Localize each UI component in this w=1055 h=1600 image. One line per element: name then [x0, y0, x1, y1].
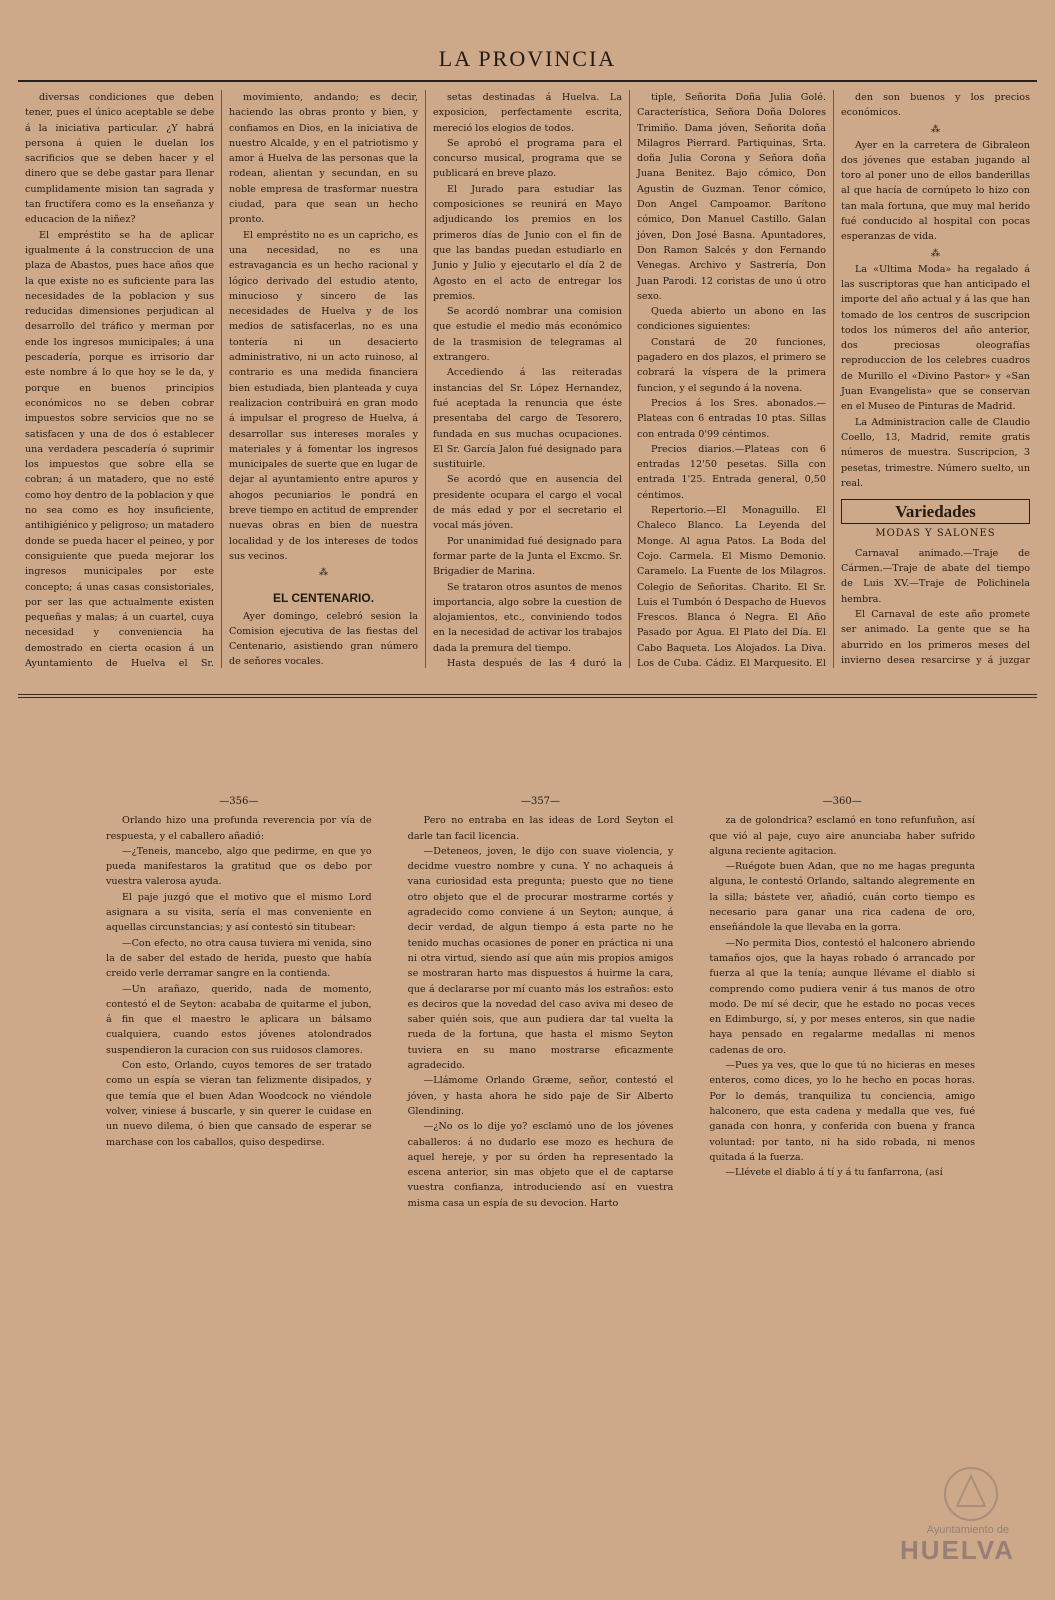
paragraph: El empréstito se ha de aplicar igualmente á la construccion de una plaza de Abastos, pues hace años que la que existe no es suficiente para las necesidades de la poblacion y sus reducidas dimensiones perjudican al desarrollo del tráfico y merman por ende los ingresos municipales; á una pescadería, porque es irrisorio dar este nombre á lo que hoy se le da, y porque en buenos principios económicos no se deben cobrar impuestos sobre servicios que no se satisfacen y una de dos ó establecer una verdadera pescadería ó suprimir los impuestos que sobre ella se cobran; á un matadero, que no esté como hoy dentro de la poblacion y que no sea como es hoy insuficiente, antihigiénico y peligroso; un matadero donde se pueda hacer el peineo, y por consiguiente que pueda mejorar los ingresos municipales por este concepto; á unas casas consistoriales, por ser las que actualmente existen pequeñas y malas; á un cuartel, cuya necesidad y conveniencia ha demostrado en cierta ocasion á un Ayuntamiento de Huelva el Sr.: [25, 229, 214, 668]
boxed-section-title: Variedades: [841, 499, 1030, 524]
upper-columns: [18, 90, 1037, 668]
paragraph: Orlando hizo una profunda reverencia por vía de respuesta, y el caballero añadió:: [106, 815, 372, 842]
paragraph: Accediendo á las reiteradas instancias del Sr. López Hernandez, fué aceptada la renuncia que éste presentaba del cargo de Tesorero, fundada en sus muchas ocupaciones. El Sr. García Jalon fué designado para sustituirle.: [433, 367, 622, 471]
section-divider: [18, 694, 1037, 695]
paragraph: Repertorio.—El Monaguillo. El Chaleco Blanco. La Leyenda del Monge. Al agua Patos. La Boda del Cojo. Carmela. El Mismo Demonio. Caramelo. La Fuente de los Milagros. Colegio de Señoritas. Charito. El Sr. Luis el Tumbón ó Despacho de Huevos Frescos. Blanca ó Negra. El Año Pasado por Agua. El Plato del Día. El Cabo Baqueta. Los Alojados. La Diva. Los de Cuba. Cádiz. El Marquesito. El: [637, 505, 826, 668]
paragraph: El paje juzgó que el motivo que el mismo Lord asignara a su visita, sería el mas conveniente en aquellas circunstancias; y así contestó sin titubear:: [106, 891, 372, 934]
paragraph: El Carnaval de este año promete ser animado. La gente que se ha aburrido en los primeros meses del invierno desea resarcirse y á juzgar: [841, 608, 1030, 666]
paragraph: —Llévete el diablo á tí y á tu fanfarrona, (así: [725, 1167, 943, 1179]
paragraph: —No permita Dios, contestó el halconero abriendo tamaños ojos, que la hayas robado ó arrancado por fuerza al que la tenía; aunque llévame el diablo si comprendo como pudiera venir á tus manos de otro modo. De mí sé decir, que he estado no pocas veces en Edimburgo, sí, y por meses enteros, sin que nadie haya pensado en regalarme medallas ni menos cadenas de oro.: [709, 937, 976, 1056]
paragraph: Se acordó que en ausencia del presidente ocupara el cargo el vocal de más edad y por el secretario el vocal más jóven.: [433, 474, 622, 532]
novel-page-357: [390, 794, 692, 1564]
column-2: [222, 90, 426, 668]
paragraph: movimiento, andando; es decir, haciendo las obras pronto y bien, y confiamos en Dios, en la iniciativa de nuestro Alcalde, y en el patriotismo y amor á Huelva de las personas que la rodean, alientan y secundan, en su noble empresa de trasformar nuestra ciudad, para que sean un hecho pronto.: [229, 92, 418, 226]
paragraph: Ayer en la carretera de Gibraleon dos jóvenes que estaban jugando al toro al poner uno de ellos banderillas al que hacía de cornúpeto lo hizo con tan mala fortuna, que muy mal herido fué conducido al hospital con pocas esperanzas de vida.: [841, 139, 1030, 243]
paragraph: Se trataron otros asuntos de menos importancia, algo sobre la cuestion de alojamientos, etc., conviniendo todos en la necesidad de activar los trabajos dada la premura del tiempo.: [433, 581, 622, 654]
paragraph: diversas condiciones que deben tener, pues el único aceptable se debe á la iniciativa particular. ¿Y habrá persona á quien le duelan los sacrificios que se deben hacer y el dinero que se debe gastar para llenar cumplidamente mision tan sagrada y tan fructífera como es la enseñanza y educacion de la niñez?: [25, 92, 214, 226]
column-4: [630, 90, 834, 668]
paragraph: Se acordó nombrar una comision que estudie el medio más económico de la trasmision de telegramas al extrangero.: [433, 306, 622, 364]
serial-novel-pages: [18, 794, 1037, 1564]
section-subtitle: MODAS Y SALONES: [875, 528, 996, 540]
paragraph: Carnaval animado.—Traje de Cármen.—Traje de abate del tiempo de Luis XV.—Traje de Polichinela hembra.: [841, 547, 1030, 605]
paragraph: El Jurado para estudiar las composiciones se reunirá en Mayo adjudicando los premios en los primeros días de Junio con el fin de que las bandas puedan estudiarlo en Junio y Julio y ejecutarlo el día 2 de Agosto en el acto de entregar los premios.: [433, 183, 622, 302]
section-title: EL CENTENARIO.: [272, 591, 375, 606]
section-divider-secondary: [18, 697, 1037, 698]
paragraph: Con esto, Orlando, cuyos temores de ser tratado como un espía se vieran tan felizmente disipados, y que temía que el buen Adan Woodcock no viéndole volver, viniese á buscarle, y sin querer le cuidase en un nuevo dilema, ó bien que cansado de esperar se marchase con los caballos, quiso despedirse.: [106, 1060, 372, 1148]
paragraph: za de golondrica? esclamó en tono refunfuñon, así que vió al paje, cuyo aire anunciaba haber sufrido alguna reciente agitacion.: [709, 815, 976, 857]
masthead-title: LA PROVINCIA: [438, 46, 617, 71]
novel-page-356: [88, 794, 390, 1564]
paragraph: Precios á los Sres. abonados.—Plateas con 6 entradas 10 ptas. Sillas con entrada 0'99 céntimos.: [637, 397, 826, 440]
paragraph: den son buenos y los precios económicos.: [841, 92, 1030, 119]
novel-page-360: [691, 794, 993, 1564]
paragraph: El empréstito no es un capricho, es una necesidad, no es una estravagancia es un hecho racional y lógico derivado del estudio atento, minucioso y sincero de las necesidades de Huelva y de los medios de satisfacerlas, no es una tontería ni un desacierto administrativo, ni un acto ruinoso, al contrario es una medida financiera bien estudiada, bien planteada y cuya realizacion contribuirá en gran modo á impulsar el progreso de Huelva, á desarrollar sus intereses morales y materiales y á fomentar los ingresos municipales de suerte que en lugar de dejar al ayuntamiento entre apuros y ahogos pecuniarios le pondrá en breve tiempo en actitud de emprender nuevas obras en bien de nuestra localidad y de los intereses de todos sus vecinos.: [229, 229, 418, 562]
paragraph: —Llámome Orlando Græme, señor, contestó el jóven, y hasta ahora he sido paje de Sir Alberto Glendining.: [407, 1075, 674, 1117]
masthead-rule: [18, 80, 1037, 82]
watermark-line2: HUELVA: [899, 1535, 1015, 1565]
paragraph: Por unanimidad fué designado para formar parte de la Junta el Excmo. Sr. Brigadier de Marina.: [433, 535, 622, 578]
paragraph: Queda abierto un abono en las condiciones siguientes:: [637, 306, 826, 333]
paragraph: Precios diarios.—Plateas con 6 entradas 12'50 pesetas. Silla con entrada 1'25. Entrada general, 0,50 céntimos.: [637, 443, 826, 501]
paragraph: La Administracion calle de Claudio Coello, 13, Madrid, remite gratis números de muestra. Suscripcion, 3 pesetas, trimestre. Número suelto, un real.: [841, 416, 1030, 489]
paragraph: Hasta después de las 4 duró la: [447, 657, 622, 668]
paragraph: —¿Teneis, mancebo, algo que pedirme, en que yo pueda manifestaros la gratitud que os debo por vuestra valerosa ayuda.: [106, 845, 372, 888]
paragraph: Se aprobó el programa para el concurso musical, programa que se publicará en breve plazo.: [433, 137, 622, 180]
column-3: [426, 90, 630, 668]
separator-asterisks: ⁂: [931, 248, 940, 259]
paragraph: Constará de 20 funciones, pagadero en dos plazos, el primero se cobrará la víspera de la primera funcion, y el segundo á la novena.: [637, 336, 826, 394]
paragraph: setas destinadas á Huelva. La exposicion, perfectamente escrita, mereció los elogios de todos.: [433, 92, 622, 134]
paragraph: —Pues ya ves, que lo que tú no hicieras en meses enteros, como dices, yo lo he hecho en pocas horas. Por lo demás, tranquiliza tu conciencia, amigo halconero, que esta cadena y medalla que ves, fué ganada con honra, y conferida con buena y franca voluntad: por tanto, ni ha sido robada, ni menos quitada á la fuerza.: [709, 1060, 976, 1163]
page-number: —357—: [520, 796, 561, 807]
page-number: —356—: [219, 796, 259, 807]
separator-asterisks: ⁂: [319, 568, 328, 579]
paragraph: La «Ultima Moda» ha regalado á las suscriptoras que han anticipado el importe del año actual y á las que han tomado de los centros de suscripcion todos los números del año anterior, dos preciosas oleografías reproduccion de los celebres cuadros de Murillo el «Divino Pastor» y «San Juan Evangelista» que se conservan en el Museo de Pinturas de Madrid.: [841, 263, 1030, 413]
paragraph: —Con efecto, no otra causa tuviera mi venida, sino la de saber del estado de herida, puesto que había creido verle derramar sangre en la contienda.: [106, 937, 372, 980]
paragraph: —Ruégote buen Adan, que no me hagas pregunta alguna, le contestó Orlando, saltando alegremente en la silla; bástete ver, añadió, cuán corto tiempo es necesario para ganar una rica cadena de oro, enseñándole la que llevaba en la gorra.: [709, 861, 976, 934]
paragraph: —Deteneos, joven, le dijo con suave violencia, y decidme vuestro nombre y cuna. Y no achaqueis á vana curiosidad esta pregunta; puesto que no tiene otro objeto que el de procurar mostrarme cortés y agradecido como conviene á un Seyton; aunque, á decir verdad, de algun tiempo á esta parte no he tenido muchas ocasiones de poner en práctica ni una ni otra virtud, siendo así que aún mis propios amigos se mostraran harto mas dispuestos á huirme la cara, que á declararse por mí cuanto más los estraños: esto es deciros que la novedad del caso aviva mi deseo de saber quién sois, que aun pudiera dar tal vuelta la rueda de la fortuna, que hasta el mismo Seyton tuviera en su mano mostrarse eficazmente agradecido.: [407, 845, 674, 1072]
paragraph: Pero no entraba en las ideas de Lord Seyton el darle tan facil licencia.: [407, 815, 674, 842]
paragraph: tiple, Señorita Doña Julia Golé. Característica, Señora Doña Dolores Trimiño. Dama jóven, Señorita doña Milagros Pierrard. Partiquinas, Srta. doña Julia Corona y Señora doña Juana Benitez. Bajo cómico, Don Agustin de Guzman. Tenor cómico, Don Angel Campoamor. Barítono cómico, Don Manuel Castillo. Galan jóven, Don José Basna. Apuntadores, Don Ramon Salcés y don Fernando Venegas. Archivo y Sastrería, Don Juan Parodi. 12 coristas de uno ú otro sexo.: [637, 92, 826, 302]
page-number: —360—: [822, 796, 862, 807]
watermark-line1: Ayuntamiento de: [926, 1524, 1009, 1536]
paragraph: —¿No os lo dije yo? esclamó uno de los jóvenes caballeros: á no dudarlo ese mozo es hechura de aquel hereje, y por su órden ha representado la escena anterior, sin mas objeto que el de captarse vuestra confianza, introduciendo así en vuestra misma casa un espía de su devocion. Harto: [407, 1121, 674, 1209]
paragraph: Ayer domingo, celebró sesion la Comision ejecutiva de las fiestas del Centenario, asistiendo gran número de señores vocales.: [229, 610, 418, 668]
column-5: [834, 90, 1037, 668]
separator-asterisks: ⁂: [931, 124, 940, 135]
column-1: [18, 90, 222, 668]
paragraph: —Un arañazo, querido, nada de momento, contestó el de Seyton: acababa de quitarme el jubon, á fin que el maestro le aplicara un bálsamo cualquiera, cuando estos jóvenes atolondrados suspendieron la curacion con sus ruidosos clamores.: [106, 983, 372, 1056]
